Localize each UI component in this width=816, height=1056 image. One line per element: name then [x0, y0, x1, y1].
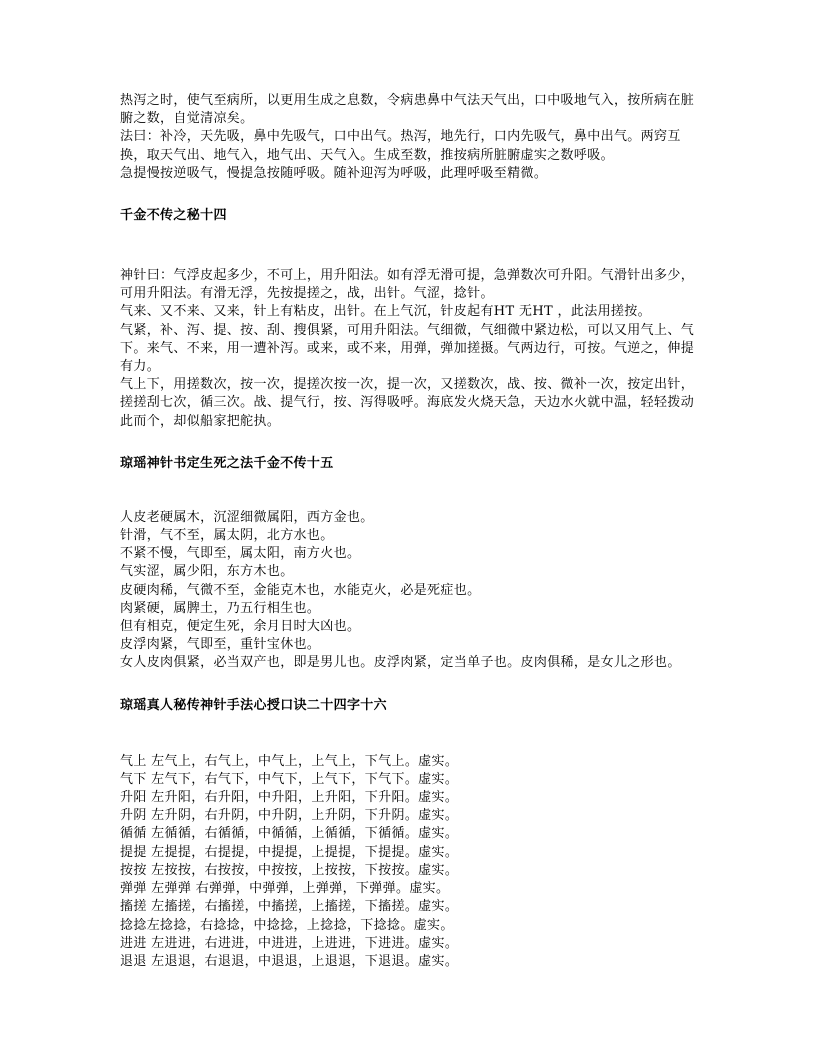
- text-line: 但有相克，便定生死，余月日时大凶也。: [120, 619, 361, 635]
- text-line: 皮浮肉紧，气即至，重针宝休也。: [120, 637, 321, 653]
- text-line: 进进 左进进，右进进，中进进，上进进，下进进。虚实。: [120, 935, 459, 951]
- section-2: [120, 267, 702, 431]
- text-line: 升阴 左升阴，右升阴，中升阴，上升阴，下升阴。虚实。: [120, 808, 459, 824]
- section-3: [120, 509, 702, 673]
- text-line: 升阳 左升阳，右升阳，中升阳，上升阳，下升阳。虚实。: [120, 790, 459, 806]
- section-4: [120, 753, 702, 971]
- paragraph: 热泻之时，使气至病所，以更用生成之息数，令病患鼻中气法天气出，口中吸地气入，按所病在脏腑之数，自觉清凉矣。: [120, 93, 695, 127]
- paragraph: 气上下，用搓数次，按一次，提搓次按一次，提一次，又搓数次，战、按、微补一次，按定出针，搓搓刮七次，循三次。战、提气行，按、泻得吸呼。海底发火烧天急，天边水火就中温，轻轻拨动此而个，却似船家把舵执。: [120, 377, 695, 429]
- section-heading-16: 琼瑶真人秘传神针手法心授口诀二十四字十六: [120, 697, 388, 713]
- text-line: 退退 左退退，右退退，中退退，上退退，下退退。虚实。: [120, 953, 459, 969]
- section-heading-15: 琼瑶神针书定生死之法千金不传十五: [120, 455, 334, 471]
- text-line: 女人皮肉俱紧，必当双产也，即是男儿也。皮浮肉紧，定当单子也。皮肉俱稀，是女儿之形也。: [120, 655, 681, 671]
- paragraph: 神针曰：气浮皮起多少，不可上，用升阳法。如有浮无滑可提，急弹数次可升阳。气滑针出多少，可用升阳法。有滑无浮，先按提搓之，战，出针。气涩，捻针。: [120, 268, 695, 302]
- text-line: 提提 左提提，右提提，中提提，上提提，下提提。虚实。: [120, 844, 459, 860]
- text-line: 气实涩，属少阳，东方木也。: [120, 564, 294, 580]
- text-line: 不紧不慢，气即至，属太阳，南方火也。: [120, 546, 361, 562]
- text-line: 肉紧硬，属脾土，乃五行相生也。: [120, 600, 321, 616]
- text-line: 捻捻左捻捻，右捻捻，中捻捻，上捻捻，下捻捻。虚实。: [120, 917, 454, 933]
- section-1: [120, 92, 702, 183]
- document-page: [120, 92, 702, 971]
- paragraph: 法曰：补冷，天先吸，鼻中先吸气，口中出气。热泻，地先行，口内先吸气，鼻中出气。两窍互换，取天气出、地气入，地气出、天气入。生成至数，推按病所脏腑虚实之数呼吸。: [120, 129, 681, 163]
- text-line: 皮硬肉稀，气微不至，金能克木也，水能克火，必是死症也。: [120, 582, 481, 598]
- paragraph: 气来、又不来、又来，针上有粘皮，出针。在上气沉，针皮起有HT 无HT ，此法用搓按。: [120, 304, 651, 320]
- text-line: 人皮老硬属木，沉涩细微属阳，西方金也。: [120, 509, 374, 525]
- text-line: 气上 左气上，右气上，中气上，上气上，下气上。虚实。: [120, 753, 459, 769]
- text-line: 弹弹 左弹弹 右弹弹，中弹弹，上弹弹，下弹弹。虚实。: [120, 881, 450, 897]
- section-heading-14: 千金不传之秘十四: [120, 208, 227, 224]
- paragraph: 急提慢按逆吸气，慢提急按随呼吸。随补迎泻为呼吸，此理呼吸至精微。: [120, 165, 548, 181]
- text-line: 循循 左循循，右循循，中循循，上循循，下循循。虚实。: [120, 826, 459, 842]
- paragraph: 气紧，补、泻、提、按、刮、搜俱紧，可用升阳法。气细微，气细微中紧边松，可以又用气上、气下。来气、不来，用一遭补泻。或来，或不来，用弹，弹加搓摄。气两边行，可按。气逆之，伸提有力。: [120, 322, 695, 375]
- text-line: 搐搓 左搐搓，右搐搓，中搐搓，上搐搓，下搐搓。虚实。: [120, 899, 459, 915]
- text-line: 按按 左按按，右按按，中按按，上按按，下按按。虚实。: [120, 862, 459, 878]
- text-line: 针滑，气不至，属太阴，北方水也。: [120, 528, 334, 544]
- text-line: 气下 左气下，右气下，中气下，上气下，下气下。虚实。: [120, 771, 459, 787]
